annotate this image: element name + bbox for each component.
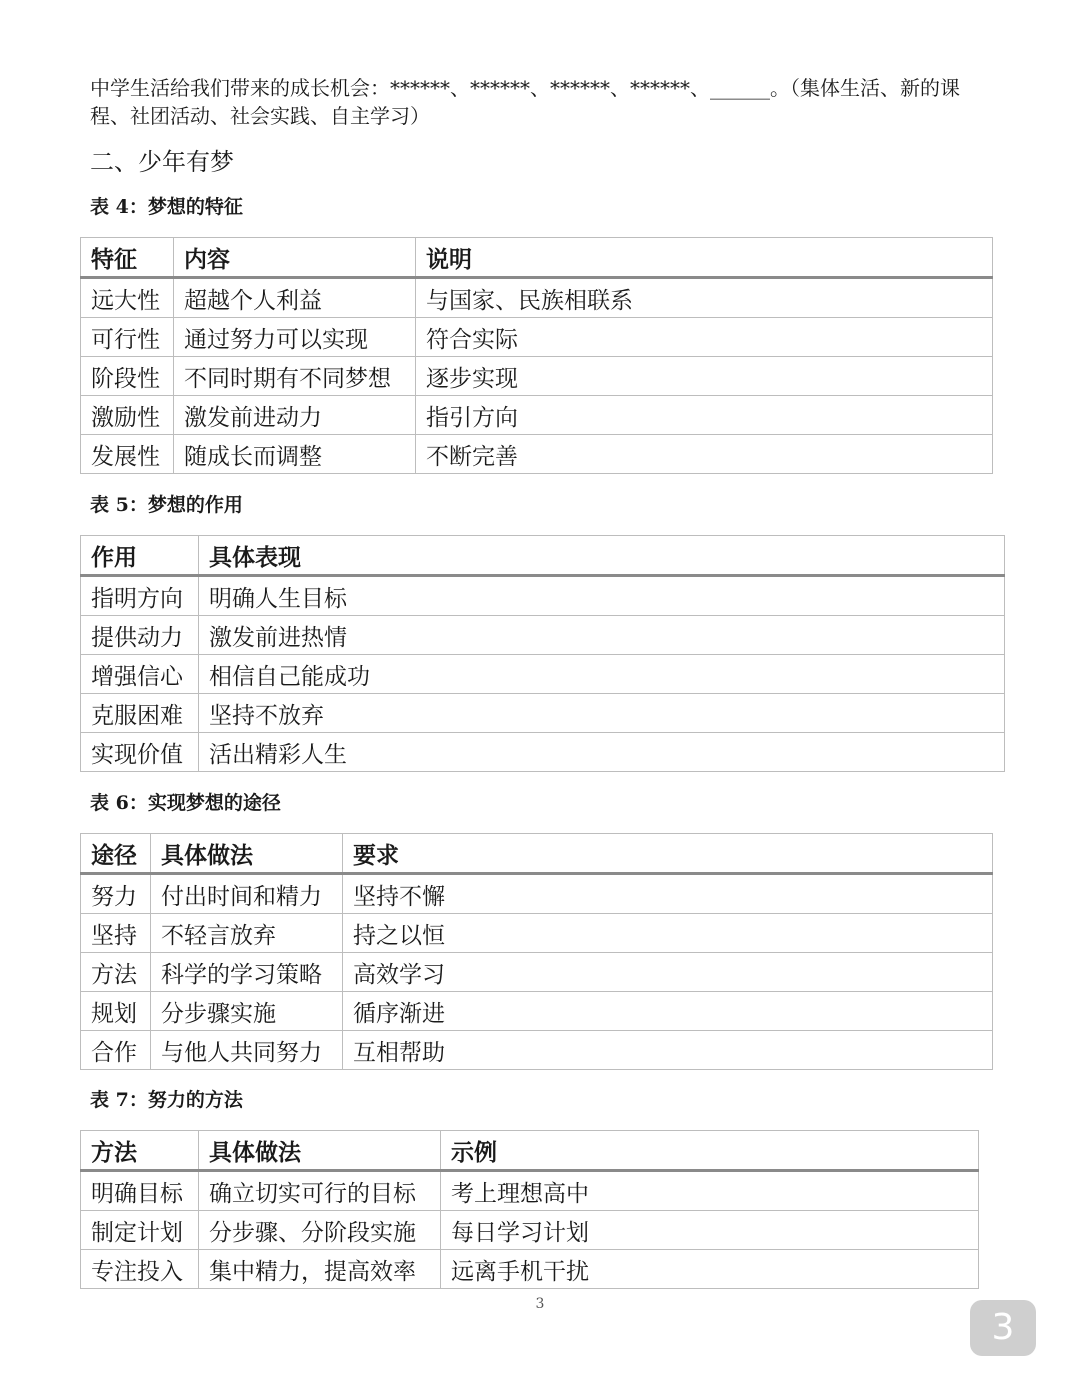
table-cell: 分步骤实施 — [151, 992, 343, 1031]
table-cell: 实现价值 — [81, 733, 199, 772]
table-cell: 远离手机干扰 — [441, 1250, 979, 1289]
table-cell: 循序渐进 — [343, 992, 993, 1031]
table-cell: 规划 — [81, 992, 151, 1031]
table-cell: 坚持不放弃 — [199, 694, 1005, 733]
table-cell: 确立切实可行的目标 — [199, 1171, 441, 1211]
table-cell: 激发前进热情 — [199, 616, 1005, 655]
table-cell: 相信自己能成功 — [199, 655, 1005, 694]
intro-paragraph: 中学生活给我们带来的成长机会：******、******、******、******、______。（集体生活、新的课程、社团活动、社会实践、自主学习） — [90, 76, 960, 128]
table-header-cell: 内容 — [174, 238, 416, 278]
table-row — [81, 396, 993, 435]
table-cell: 增强信心 — [81, 655, 199, 694]
table6-caption: 表 6：实现梦想的途径 — [90, 792, 281, 814]
table-row — [81, 953, 993, 992]
table-cell: 考上理想高中 — [441, 1171, 979, 1211]
table5 — [80, 535, 1005, 772]
page-number: 3 — [535, 1296, 545, 1312]
table-cell: 与他人共同努力 — [151, 1031, 343, 1070]
table6-header-row — [81, 834, 993, 874]
table-cell: 与国家、民族相联系 — [416, 278, 993, 318]
table-cell: 激励性 — [81, 396, 174, 435]
table-cell: 科学的学习策略 — [151, 953, 343, 992]
table-header-cell: 特征 — [81, 238, 174, 278]
table-header-cell: 具体表现 — [199, 536, 1005, 576]
table-cell: 活出精彩人生 — [199, 733, 1005, 772]
table-row — [81, 278, 993, 318]
table7-caption: 表 7：努力的方法 — [90, 1089, 243, 1111]
table-row — [81, 914, 993, 953]
table-cell: 提供动力 — [81, 616, 199, 655]
table-header-cell: 途径 — [81, 834, 151, 874]
table-row — [81, 1031, 993, 1070]
table-cell: 制定计划 — [81, 1211, 199, 1250]
table-cell: 激发前进动力 — [174, 396, 416, 435]
table6 — [80, 833, 993, 1070]
table-row — [81, 1171, 979, 1211]
table-header-cell: 具体做法 — [151, 834, 343, 874]
page-indicator-badge[interactable]: 3 — [970, 1300, 1036, 1356]
table-header-cell: 要求 — [343, 834, 993, 874]
table-cell: 不断完善 — [416, 435, 993, 474]
table-cell: 合作 — [81, 1031, 151, 1070]
table-cell: 超越个人利益 — [174, 278, 416, 318]
table-cell: 可行性 — [81, 318, 174, 357]
table7-header-row — [81, 1131, 979, 1171]
table-header-cell: 方法 — [81, 1131, 199, 1171]
table-cell: 远大性 — [81, 278, 174, 318]
table-cell: 克服困难 — [81, 694, 199, 733]
table-row — [81, 733, 1005, 772]
table-cell: 符合实际 — [416, 318, 993, 357]
table-row — [81, 1250, 979, 1289]
table-cell: 努力 — [81, 874, 151, 914]
table-cell: 指引方向 — [416, 396, 993, 435]
table-cell: 专注投入 — [81, 1250, 199, 1289]
table-row — [81, 655, 1005, 694]
table-header-cell: 说明 — [416, 238, 993, 278]
table-header-cell: 示例 — [441, 1131, 979, 1171]
table-cell: 明确人生目标 — [199, 576, 1005, 616]
table-header-cell: 作用 — [81, 536, 199, 576]
table-cell: 每日学习计划 — [441, 1211, 979, 1250]
table-row — [81, 435, 993, 474]
table-cell: 指明方向 — [81, 576, 199, 616]
table-row — [81, 1211, 979, 1250]
table-cell: 集中精力，提高效率 — [199, 1250, 441, 1289]
table5-header-row — [81, 536, 1005, 576]
table-cell: 阶段性 — [81, 357, 174, 396]
table-cell: 互相帮助 — [343, 1031, 993, 1070]
table-row — [81, 992, 993, 1031]
table-cell: 高效学习 — [343, 953, 993, 992]
table-row — [81, 318, 993, 357]
table-row — [81, 694, 1005, 733]
table-header-cell: 具体做法 — [199, 1131, 441, 1171]
table-cell: 付出时间和精力 — [151, 874, 343, 914]
table4-caption: 表 4：梦想的特征 — [90, 196, 243, 218]
table-cell: 通过努力可以实现 — [174, 318, 416, 357]
table4 — [80, 237, 993, 474]
table-cell: 随成长而调整 — [174, 435, 416, 474]
table-cell: 分步骤、分阶段实施 — [199, 1211, 441, 1250]
table-cell: 持之以恒 — [343, 914, 993, 953]
table4-header-row — [81, 238, 993, 278]
table-cell: 明确目标 — [81, 1171, 199, 1211]
table7 — [80, 1130, 979, 1289]
section-heading: 二、少年有梦 — [90, 148, 234, 176]
table-cell: 方法 — [81, 953, 151, 992]
table-row — [81, 357, 993, 396]
table-cell: 坚持不懈 — [343, 874, 993, 914]
table-row — [81, 576, 1005, 616]
table-cell: 发展性 — [81, 435, 174, 474]
table-cell: 不轻言放弃 — [151, 914, 343, 953]
table-row — [81, 874, 993, 914]
table-cell: 坚持 — [81, 914, 151, 953]
table-cell: 不同时期有不同梦想 — [174, 357, 416, 396]
table5-caption: 表 5：梦想的作用 — [90, 494, 243, 516]
table-cell: 逐步实现 — [416, 357, 993, 396]
table-row — [81, 616, 1005, 655]
